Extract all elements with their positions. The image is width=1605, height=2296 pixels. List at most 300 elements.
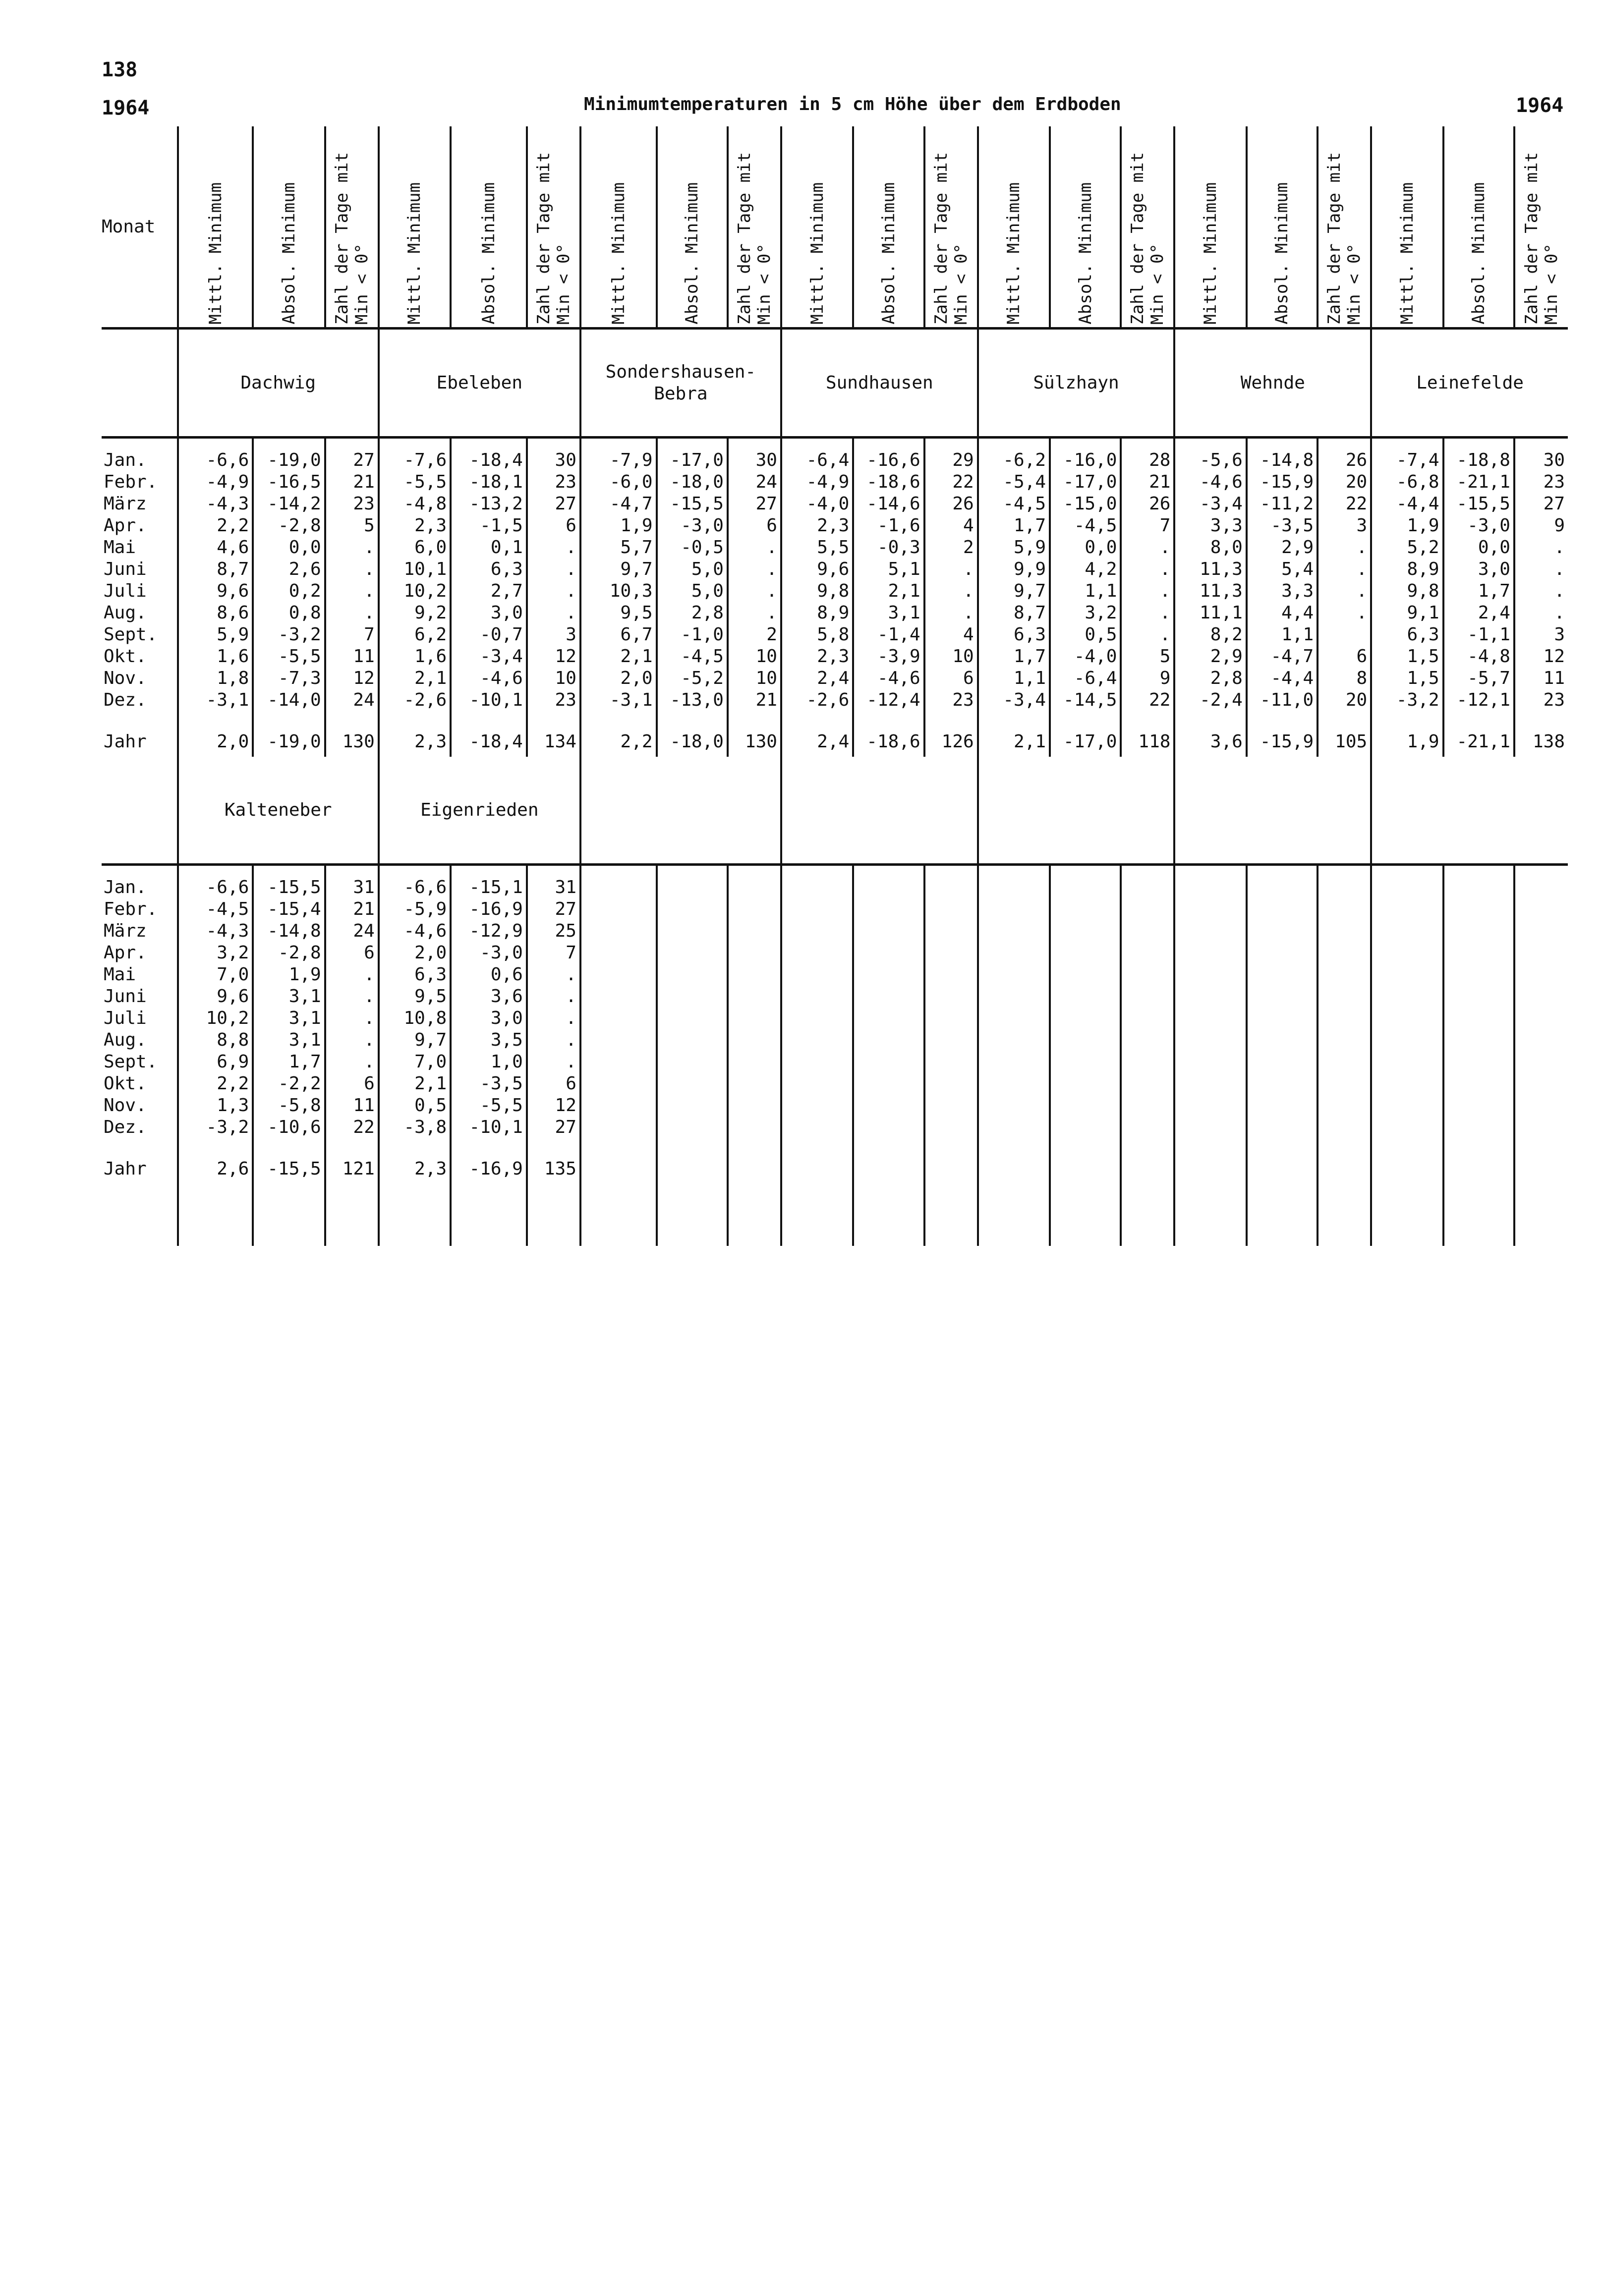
value-cell: -1,0 (681, 624, 724, 645)
station-name: Eigenrieden (420, 799, 539, 820)
value-cell (1175, 1008, 1242, 1029)
value-cell: 11,3 (1200, 559, 1243, 579)
value-cell (782, 1095, 849, 1117)
station-row (102, 757, 1568, 865)
value-cell: 2,3 (414, 515, 447, 536)
value-cell: -3,0 (681, 515, 724, 536)
year-total-cell: 134 (544, 731, 576, 752)
value-cell: 6 (364, 943, 375, 963)
value-cell: . (364, 581, 375, 601)
value-column-tage (1514, 865, 1568, 1246)
year-total-cell (1051, 1158, 1117, 1180)
value-cell: 6,3 (490, 559, 523, 579)
column-header-label: Absol. Minimum (1469, 182, 1489, 325)
value-cell: . (1554, 603, 1565, 623)
value-cell: 2,4 (817, 668, 850, 688)
value-cell: -5,4 (1003, 472, 1046, 492)
value-cell: 24 (353, 690, 375, 710)
value-cell (581, 1051, 653, 1073)
value-cell: -4,0 (1074, 646, 1117, 667)
value-cell (1444, 1008, 1510, 1029)
station-name: Sundhausen (825, 372, 933, 393)
value-cell (1318, 1051, 1367, 1073)
station-name-cell (580, 329, 781, 438)
value-cell: . (364, 603, 375, 623)
column-header-cell (1121, 126, 1174, 329)
value-cell (1318, 624, 1367, 646)
value-cell (1122, 1117, 1170, 1138)
value-cell: . (364, 986, 375, 1007)
value-cell: 7 (1159, 515, 1171, 536)
month-label: Apr. (104, 943, 147, 963)
value-column-tage (924, 865, 978, 1246)
value-cell: -4,3 (206, 494, 249, 514)
month-label: Nov. (104, 1095, 147, 1116)
value-cell (1122, 942, 1170, 964)
value-cell: 5,1 (888, 559, 920, 579)
value-cell: 10 (755, 646, 777, 667)
year-total-cell: -15,5 (267, 1159, 321, 1179)
value-column-mittl (1371, 438, 1443, 757)
value-cell (925, 986, 974, 1008)
value-cell (1122, 877, 1170, 898)
value-cell: 2,2 (217, 515, 249, 536)
value-cell: -0,3 (877, 537, 920, 558)
year-total-cell: -16,9 (469, 1159, 523, 1179)
value-cell: -6,0 (609, 472, 653, 492)
value-cell: 9 (1159, 668, 1171, 688)
value-cell: 8,9 (1407, 559, 1439, 579)
value-cell (1372, 986, 1439, 1008)
value-cell: 23 (1543, 472, 1565, 492)
value-cell (1515, 942, 1565, 964)
value-cell: 21 (353, 899, 375, 919)
value-cell (1515, 1029, 1565, 1051)
value-cell: -7,3 (278, 668, 321, 688)
station-name: Ebeleben (436, 372, 522, 393)
value-cell: -5,5 (403, 472, 447, 492)
value-cell: 9 (1554, 515, 1565, 536)
value-cell: 10 (555, 668, 576, 688)
value-cell (658, 1008, 724, 1029)
column-header-label: Absol. Minimum (279, 182, 299, 325)
value-cell: 1,6 (217, 646, 249, 667)
value-cell: 5,7 (620, 537, 653, 558)
value-cell: 2,1 (620, 646, 653, 667)
value-cell (1372, 1117, 1439, 1138)
value-cell: -4,6 (877, 668, 920, 688)
value-cell (1372, 1073, 1439, 1095)
value-cell: . (1356, 581, 1368, 601)
value-column-tage (527, 438, 580, 757)
value-column-mittl (781, 438, 853, 757)
column-header-cell (924, 126, 978, 329)
column-header-label: Mittl. Minimum (1201, 182, 1221, 325)
value-cell: 11 (353, 646, 375, 667)
column-header-cell (253, 126, 325, 329)
value-cell (1175, 1117, 1242, 1138)
year-total-cell (1248, 1158, 1314, 1180)
value-cell (1051, 920, 1117, 942)
column-header-label: Zahl der Tage mit Min < 0° (1521, 152, 1561, 325)
value-cell (1444, 877, 1510, 898)
month-labels (102, 865, 178, 1246)
value-cell: 10,3 (609, 581, 653, 601)
value-cell: -12,1 (1456, 690, 1510, 710)
value-cell: 3,6 (490, 986, 523, 1007)
column-header-label: Absol. Minimum (878, 182, 899, 325)
value-cell (1051, 964, 1117, 986)
month-label: Mai (104, 964, 136, 985)
value-cell (729, 942, 777, 964)
value-cell: . (1554, 581, 1565, 601)
value-cell: 20 (1345, 690, 1368, 710)
value-cell: 5,8 (817, 624, 850, 645)
value-cell (581, 1073, 653, 1095)
value-cell: 6 (963, 668, 974, 688)
value-cell (1175, 1095, 1242, 1117)
value-cell (1051, 986, 1117, 1008)
value-cell: 8,0 (1210, 537, 1243, 558)
value-cell: -3,2 (1396, 690, 1439, 710)
column-header-label: Mittl. Minimum (1397, 182, 1417, 325)
column-header-label: Mittl. Minimum (1004, 182, 1024, 325)
value-cell: -4,5 (1003, 494, 1046, 514)
year-total-cell (1444, 1158, 1510, 1180)
value-cell (1248, 1051, 1314, 1073)
value-cell: 24 (353, 921, 375, 941)
value-cell (1122, 964, 1170, 986)
station-name-cell (1371, 329, 1568, 438)
value-cell: 10 (952, 646, 974, 667)
value-cell: -14,5 (1063, 690, 1117, 710)
station-name-cell (1174, 757, 1371, 865)
value-cell: 3,0 (1478, 559, 1510, 579)
value-cell (1175, 898, 1242, 920)
value-cell (658, 1073, 724, 1095)
value-column-mittl (178, 865, 253, 1246)
year-total-cell (854, 1158, 920, 1180)
value-cell: 23 (952, 690, 974, 710)
value-cell (729, 1095, 777, 1117)
month-label: Aug. (104, 1030, 147, 1050)
value-cell: -4,0 (806, 494, 850, 514)
value-cell: 2,7 (490, 581, 523, 601)
station-name-cell (781, 329, 978, 438)
station-row-spacer (102, 329, 178, 438)
value-cell (1372, 942, 1439, 964)
value-cell (1372, 1095, 1439, 1117)
value-cell (979, 964, 1046, 986)
value-cell: 0,2 (288, 581, 321, 601)
value-cell: -3,9 (877, 646, 920, 667)
value-cell (1444, 964, 1510, 986)
value-cell: -14,0 (267, 690, 321, 710)
value-column-absol (853, 438, 924, 757)
value-column-mittl (978, 865, 1050, 1246)
value-cell: 9,6 (217, 581, 249, 601)
month-label: Juli (104, 581, 147, 601)
value-cell: -4,6 (1200, 472, 1243, 492)
value-cell: . (766, 581, 777, 601)
value-cell: 6,3 (1407, 624, 1439, 645)
value-cell (854, 1051, 920, 1073)
value-cell: -19,0 (267, 450, 321, 470)
year-total-cell: -19,0 (267, 731, 321, 752)
value-cell: . (1159, 537, 1171, 558)
value-cell: 23 (555, 690, 576, 710)
value-cell (1248, 1008, 1314, 1029)
year-total-cell: -18,0 (670, 731, 724, 752)
value-column-tage (1121, 438, 1174, 757)
value-cell: -2,8 (278, 943, 321, 963)
value-cell (925, 1008, 974, 1029)
value-cell: -4,7 (609, 494, 653, 514)
value-cell (1372, 964, 1439, 986)
value-cell: -3,5 (1270, 515, 1314, 536)
month-label: Juni (104, 559, 147, 579)
value-cell: -7,9 (609, 450, 653, 470)
value-cell: 5,0 (691, 581, 724, 601)
value-column-tage (325, 438, 379, 757)
value-cell: -10,1 (469, 690, 523, 710)
column-header-cell (1318, 126, 1371, 329)
value-cell (1051, 1073, 1117, 1095)
value-cell: -2,2 (278, 1073, 321, 1094)
value-cell (1372, 1008, 1439, 1029)
value-cell (854, 1029, 920, 1051)
value-cell: 8,7 (1014, 603, 1046, 623)
year-total-cell: 130 (745, 731, 777, 752)
value-cell: 30 (1543, 450, 1565, 470)
value-cell: -15,5 (1456, 494, 1510, 514)
value-cell (729, 986, 777, 1008)
column-header-label: Zahl der Tage mit Min < 0° (734, 152, 774, 325)
column-header-cell (1050, 126, 1121, 329)
column-header-cell (527, 126, 580, 329)
year-total-cell: -18,6 (866, 731, 920, 752)
value-cell (979, 1008, 1046, 1029)
value-cell (1372, 920, 1439, 942)
value-cell: 6 (566, 515, 576, 536)
month-label: Juni (104, 986, 147, 1007)
value-cell (1122, 1051, 1170, 1073)
value-cell: -3,4 (480, 646, 523, 667)
value-cell (1515, 898, 1565, 920)
value-cell (782, 986, 849, 1008)
value-cell: -5,2 (681, 668, 724, 688)
value-cell (1248, 964, 1314, 986)
column-header-label: Zahl der Tage mit Min < 0° (931, 152, 971, 325)
value-cell: -11,2 (1260, 494, 1314, 514)
value-cell: 1,9 (1407, 515, 1439, 536)
value-cell: 3,1 (288, 1008, 321, 1028)
year-total-cell: -15,9 (1260, 731, 1314, 752)
year-total-cell: 3,6 (1210, 731, 1243, 752)
value-cell: 11 (1543, 668, 1565, 688)
value-cell (782, 1117, 849, 1138)
station-name-cell (379, 329, 580, 438)
data-row (102, 865, 1568, 1246)
value-cell: -3,0 (480, 943, 523, 963)
value-cell: . (963, 559, 974, 579)
value-cell (979, 1095, 1046, 1117)
value-cell: 9,7 (1014, 581, 1046, 601)
value-cell: -15,1 (469, 877, 523, 897)
value-cell (1372, 1051, 1439, 1073)
month-label: Aug. (104, 603, 147, 623)
value-cell: 6,3 (414, 964, 447, 985)
value-cell (658, 964, 724, 986)
value-cell (1175, 1073, 1242, 1095)
value-cell (854, 877, 920, 898)
value-cell (1318, 964, 1367, 986)
year-total-cell: 2,1 (1014, 731, 1046, 752)
value-cell: -12,4 (866, 690, 920, 710)
value-cell: 23 (555, 472, 576, 492)
value-cell: . (963, 603, 974, 623)
year-total-cell (1515, 1158, 1565, 1180)
value-cell (1248, 1073, 1314, 1095)
column-header-cell (451, 126, 527, 329)
value-cell: . (364, 964, 375, 985)
value-cell: 27 (555, 494, 576, 514)
column-header-cell (580, 126, 657, 329)
value-cell: 2,1 (414, 668, 447, 688)
value-cell: -15,5 (267, 877, 321, 897)
value-cell (1318, 986, 1367, 1008)
value-cell: 0,6 (490, 964, 523, 985)
value-cell: 6,3 (1014, 624, 1046, 645)
value-cell: 0,5 (1085, 624, 1117, 645)
value-cell: -16,6 (866, 450, 920, 470)
value-column-absol (253, 865, 325, 1246)
value-cell (729, 1008, 777, 1029)
station-name: Dachwig (240, 372, 316, 393)
value-cell (1444, 1095, 1510, 1117)
year-total-cell (658, 1158, 724, 1180)
value-cell: -2,4 (1200, 690, 1243, 710)
value-cell: -3,4 (1200, 494, 1243, 514)
column-header-label: Mittl. Minimum (807, 182, 827, 325)
station-row (102, 329, 1568, 438)
value-cell (854, 986, 920, 1008)
value-cell: 10,1 (403, 559, 447, 579)
column-header-label: Zahl der Tage mit Min < 0° (533, 152, 573, 325)
value-cell: . (766, 559, 777, 579)
value-cell: 3,2 (217, 943, 249, 963)
value-cell (1444, 942, 1510, 964)
value-cell (1051, 1117, 1117, 1138)
value-cell (1175, 920, 1242, 942)
value-cell: . (364, 1052, 375, 1072)
year-total-cell: -21,1 (1456, 731, 1510, 752)
year-total-cell: 2,3 (414, 731, 447, 752)
column-header-label: Absol. Minimum (1075, 182, 1095, 325)
value-cell (729, 1117, 777, 1138)
value-cell: -4,8 (403, 494, 447, 514)
column-header-cell (657, 126, 728, 329)
value-cell (1122, 898, 1170, 920)
value-column-absol (451, 438, 527, 757)
year-total-cell (782, 1158, 849, 1180)
value-cell: 3,2 (1085, 603, 1117, 623)
value-cell (1318, 1117, 1367, 1138)
value-cell: -4,3 (206, 921, 249, 941)
value-cell (1122, 1095, 1170, 1117)
value-cell: 5 (364, 515, 375, 536)
value-cell: . (566, 603, 576, 623)
value-cell: . (364, 537, 375, 558)
value-cell: -4,4 (1396, 494, 1439, 514)
station-name: Sülzhayn (1033, 372, 1119, 393)
value-cell (581, 898, 653, 920)
value-cell: -14,2 (267, 494, 321, 514)
station-name-cell (178, 757, 379, 865)
value-cell: -16,0 (1063, 450, 1117, 470)
value-cell (925, 1073, 974, 1095)
value-cell: . (766, 537, 777, 558)
value-cell: 9,6 (217, 986, 249, 1007)
value-cell: -3,1 (609, 690, 653, 710)
value-cell (782, 1073, 849, 1095)
value-cell: . (1159, 559, 1171, 579)
value-cell: 7 (364, 624, 375, 645)
value-cell (1248, 986, 1314, 1008)
value-cell: . (364, 1008, 375, 1028)
value-column-tage (1318, 865, 1371, 1246)
value-cell (979, 986, 1046, 1008)
station-name-cell (178, 329, 379, 438)
year-total-cell (1372, 1158, 1439, 1180)
value-cell: 1,1 (1014, 668, 1046, 688)
value-cell: 0,0 (1478, 537, 1510, 558)
value-cell (925, 1029, 974, 1051)
value-cell (1515, 1008, 1565, 1029)
value-cell: 3 (1356, 515, 1368, 536)
value-cell: 21 (755, 690, 777, 710)
value-cell: -18,1 (469, 472, 523, 492)
value-cell: 6 (766, 515, 777, 536)
station-name-cell (978, 329, 1175, 438)
column-header-cell (728, 126, 781, 329)
station-name: Sondershausen- Bebra (605, 361, 756, 404)
value-cell: 8,6 (217, 603, 249, 623)
value-column-mittl (379, 438, 451, 757)
month-label: Febr. (104, 899, 158, 919)
value-cell: 4 (963, 624, 974, 645)
value-cell (581, 1008, 653, 1029)
value-column-mittl (978, 438, 1050, 757)
value-cell: -1,6 (877, 515, 920, 536)
value-cell: 5,5 (817, 537, 850, 558)
value-cell: 9,9 (1014, 559, 1046, 579)
value-cell: -18,8 (1456, 450, 1510, 470)
value-cell: 1,7 (1014, 646, 1046, 667)
value-cell (1051, 898, 1117, 920)
value-cell: -6,6 (206, 877, 249, 897)
value-cell: 7,0 (414, 1052, 447, 1072)
value-column-absol (1050, 865, 1121, 1246)
value-cell (581, 1029, 653, 1051)
month-label: Jan. (104, 877, 147, 897)
value-cell (1122, 1008, 1170, 1029)
value-cell: 25 (555, 921, 576, 941)
value-cell: 9,7 (620, 559, 653, 579)
year-total-cell: 105 (1335, 731, 1368, 752)
value-cell (1248, 1117, 1314, 1138)
value-cell: . (1356, 559, 1368, 579)
